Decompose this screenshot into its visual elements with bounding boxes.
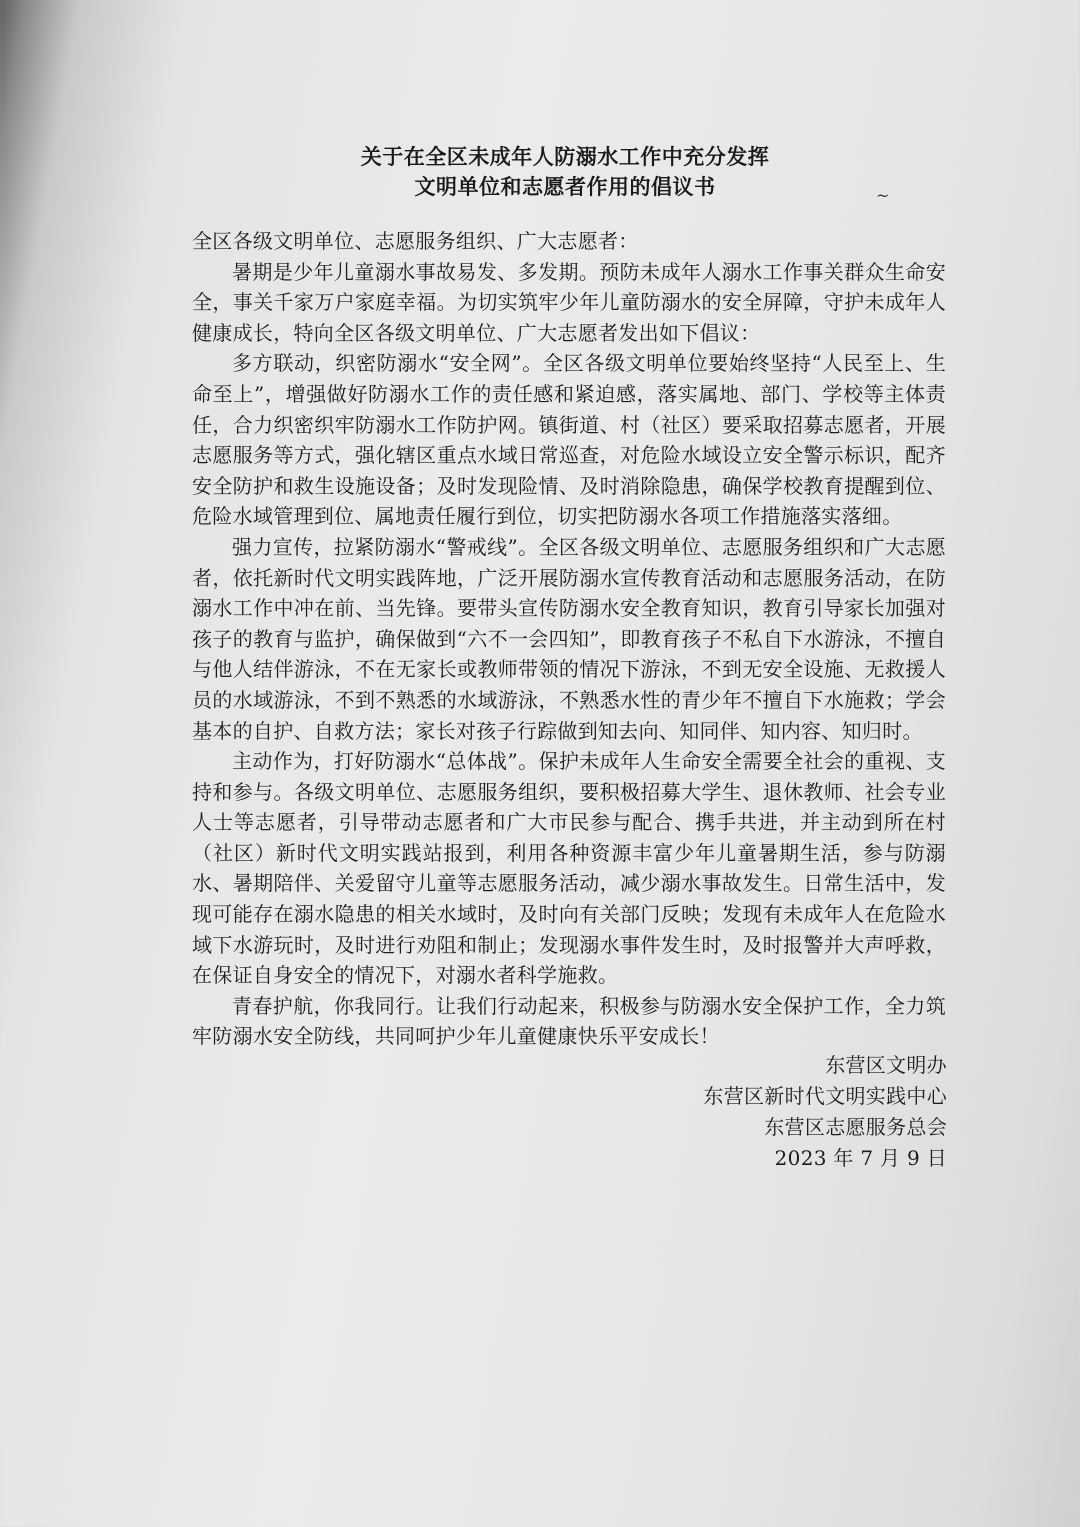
paragraph-safety-net: 多方联动，织密防溺水“安全网”。全区各级文明单位要始终坚持“人民至上、生命至上”，增强做好防溺水工作的责任感和紧迫感，落实属地、部门、学校等主体责任，合力织密织牢防溺水工作防护网。镇街道、村（社区）要采取招募志愿者，开展志愿服务等方式，强化辖区重点水域日常巡查，对危险水域设立安全警示标识，配齐安全防护和救生设施设备；及时发现险情、及时消除隐患，确保学校教育提醒到位、危险水域管理到位、属地责任履行到位，切实把防溺水各项工作措施落实落细。 bbox=[192, 351, 946, 529]
document-body bbox=[192, 226, 946, 1052]
stray-mark: ~ bbox=[876, 186, 890, 205]
document-title-line-1: 关于在全区未成年人防溺水工作中充分发挥 bbox=[360, 144, 770, 169]
paragraph-intro: 暑期是少年儿童溺水事故易发、多发期。预防未成年人溺水工作事关群众生命安全，事关千家万户家庭幸福。为切实筑牢少年儿童防溺水的安全屏障，守护未成年人健康成长，特向全区各级文明单位、广大志愿者发出如下倡议： bbox=[192, 259, 946, 345]
salutation: 全区各级文明单位、志愿服务组织、广大志愿者： bbox=[192, 229, 639, 253]
signature-block bbox=[703, 1050, 947, 1174]
paragraph-closing: 青春护航，你我同行。让我们行动起来，积极参与防溺水安全保护工作，全力筑牢防溺水安全防线，共同呵护少年儿童健康快乐平安成长！ bbox=[192, 993, 946, 1049]
paragraph-overall-battle: 主动作为，打好防溺水“总体战”。保护未成年人生命安全需要全社会的重视、支持和参与。各级文明单位、志愿服务组织，要积极招募大学生、退休教师、社会专业人士等志愿者，引导带动志愿者和广大市民参与配合、携手共进，并主动到所在村（社区）新时代文明实践站报到，利用各种资源丰富少年儿童暑期生活，参与防溺水、暑期陪伴、关爱留守儿童等志愿服务活动，减少溺水事故发生。日常生活中，发现可能存在溺水隐患的相关水域时，及时向有关部门反映；发现有未成年人在危险水域下水游玩时，及时进行劝阻和制止；发现溺水事件发生时，及时报警并大声呼救，在保证自身安全的情况下，对溺水者科学施救。 bbox=[192, 749, 946, 988]
signature-civilization-office: 东营区文明办 bbox=[825, 1053, 947, 1077]
document-title-line-2: 文明单位和志愿者作用的倡议书 bbox=[414, 174, 716, 199]
document-date: 2023 年 7 月 9 日 bbox=[774, 1146, 947, 1170]
paragraph-warning-line: 强力宣传，拉紧防溺水“警戒线”。全区各级文明单位、志愿服务组织和广大志愿者，依托新时代文明实践阵地，广泛开展防溺水宣传教育活动和志愿服务活动，在防溺水工作中冲在前、当先锋。要带头宣传防溺水安全教育知识，教育引导家长加强对孩子的教育与监护，确保做到“六不一会四知”，即教育孩子不私自下水游泳，不擅自与他人结伴游泳，不在无家长或教师带领的情况下游泳，不到无安全设施、无救援人员的水域游泳，不到不熟悉的水域游泳，不熟悉水性的青少年不擅自下水施救；学会基本的自护、自救方法；家长对孩子行踪做到知去向、知同伴、知内容、知归时。 bbox=[192, 534, 946, 743]
signature-volunteer-association: 东营区志愿服务总会 bbox=[764, 1115, 947, 1139]
signature-practice-center: 东营区新时代文明实践中心 bbox=[703, 1084, 947, 1108]
